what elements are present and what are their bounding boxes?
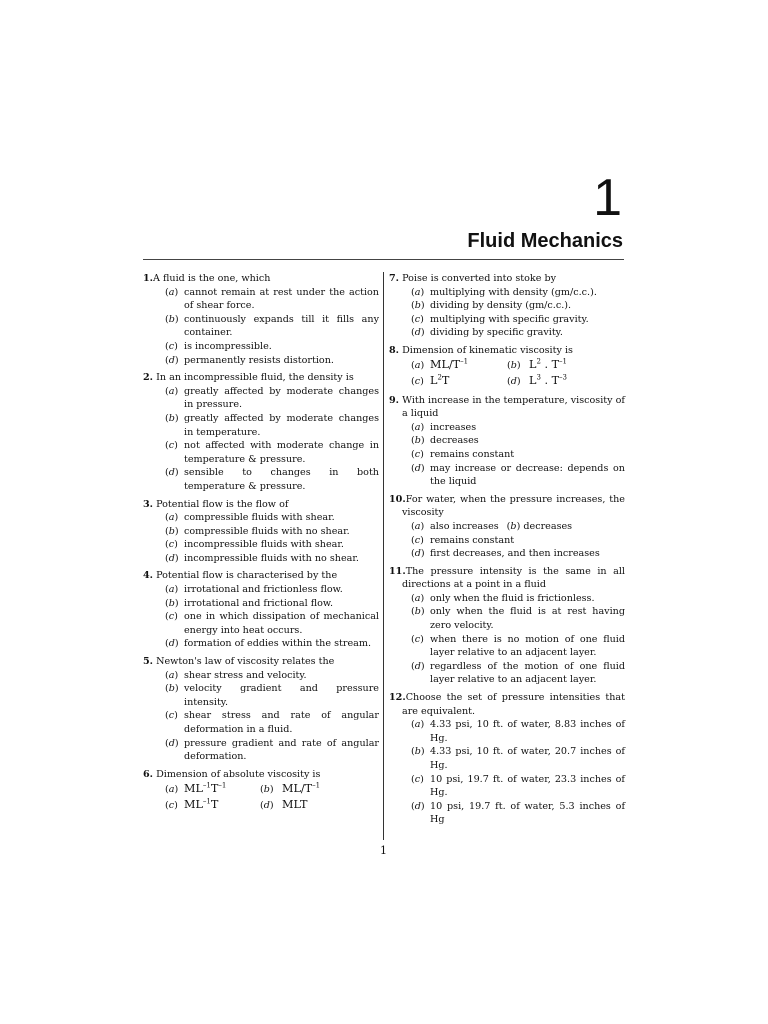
- option-text: not affected with moderate change in temperature & pressure.: [184, 440, 379, 465]
- question-stem: Potential flow is the flow of: [156, 498, 289, 510]
- question-stem: The pressure intensity is the same in all directions at a point in a fluid: [402, 565, 625, 591]
- page-number: 1: [380, 844, 387, 857]
- option-d: (d) regardless of the motion of one fluid layer relative to an adjacent layer.: [411, 660, 625, 686]
- option-b: (b) decreases: [411, 435, 479, 447]
- chapter-title: Fluid Mechanics: [467, 230, 623, 252]
- question-7: [389, 272, 625, 340]
- option-d: (d) $L^3$ . $T^{-3}$: [507, 373, 568, 388]
- question-number: 8.: [389, 344, 400, 356]
- right-column: [389, 272, 625, 831]
- option-text: pressure gradient and rate of angular deformation.: [184, 737, 379, 763]
- option-c: (c) is incompressible.: [165, 340, 272, 352]
- option-a: (a) irrotational and frictionless flow.: [165, 584, 343, 596]
- option-text: permanently resists distortion.: [184, 354, 334, 366]
- option-text: multiplying with density (gm/c.c.).: [430, 286, 597, 298]
- option-c: (c) shear stress and rate of angular deformation in a fluid.: [165, 710, 379, 735]
- option-tag: b: [510, 520, 517, 532]
- question-number: 12.: [389, 692, 406, 704]
- option-c: (c) remains constant: [411, 534, 515, 546]
- option-text: incompressible fluids with no shear.: [184, 552, 359, 564]
- question-number: 6.: [143, 768, 154, 780]
- option-c: (c) $ML^{-1}T$: [165, 797, 219, 812]
- question-stem: A fluid is the one, which: [153, 273, 271, 284]
- option-a: (a) compressible fluids with shear.: [165, 512, 335, 524]
- option-d: (d) permanently resists distortion.: [165, 354, 334, 366]
- question-10: [389, 493, 625, 561]
- option-c: (c) multiplying with specific gravity.: [411, 313, 589, 325]
- question-number: 3.: [143, 498, 154, 510]
- option-text: remains constant: [430, 534, 515, 546]
- option-formula: $L^3$ . $T^{-3}$: [529, 373, 568, 388]
- question-12: [389, 691, 625, 827]
- option-d: (d) formation of eddies within the stream.: [165, 638, 371, 650]
- option-b: (b) $L^2$ . $T^{-1}$: [507, 357, 568, 372]
- option-text: 4.33 psi, 10 ft. of water, 8.83 inches of Hg.: [430, 719, 625, 744]
- option-d: (d) sensible to changes in both temperature & pressure.: [165, 467, 379, 492]
- question-stem: With increase in the temperature, viscosity of a liquid: [402, 394, 625, 420]
- option-formula: $L^2T$: [430, 373, 450, 388]
- question-8: [389, 344, 625, 390]
- option-text: continuously expands till it fills any container.: [184, 313, 379, 339]
- option-a: (a) $ML/T^{-1}$: [411, 357, 469, 372]
- column-divider: [383, 272, 384, 840]
- question-stem: Choose the set of pressure intensities that are equivalent.: [402, 692, 625, 717]
- option-text: 4.33 psi, 10 ft. of water, 20.7 inches of Hg.: [430, 746, 625, 771]
- option-text: compressible fluids with no shear.: [184, 525, 350, 537]
- option-b: (b) $ML/T^{-1}$: [260, 781, 321, 796]
- option-d: (d) pressure gradient and rate of angular deformation.: [165, 737, 379, 763]
- option-d: (d) incompressible fluids with no shear.: [165, 552, 359, 564]
- option-formula: $ML/T^{-1}$: [282, 781, 321, 796]
- option-c: (c) when there is no motion of one fluid layer relative to an adjacent layer.: [411, 633, 625, 659]
- option-b: (b) greatly affected by moderate changes in temperature.: [165, 412, 379, 438]
- question-stem: Dimension of kinematic viscosity is: [402, 344, 573, 356]
- option-a: (a) $ML^{-1}T^{-1}$: [165, 781, 227, 796]
- option-text: incompressible fluids with shear.: [184, 539, 344, 551]
- question-5: [143, 655, 379, 764]
- option-text: remains constant: [430, 448, 515, 460]
- option-a: (a) shear stress and velocity.: [165, 669, 307, 681]
- option-text: dividing by specific gravity.: [430, 327, 563, 339]
- option-a: (a) multiplying with density (gm/c.c.).: [411, 286, 597, 298]
- option-text: velocity gradient and pressure intensity.: [184, 683, 379, 708]
- option-text: shear stress and rate of angular deformation in a fluid.: [184, 710, 379, 735]
- question-1: [143, 272, 379, 367]
- question-number: 2.: [143, 372, 154, 384]
- question-stem: In an incompressible fluid, the density is: [156, 372, 354, 384]
- option-a: (a) greatly affected by moderate changes in pressure.: [165, 385, 379, 411]
- option-b: (b) continuously expands till it fills any container.: [165, 313, 379, 339]
- option-text: greatly affected by moderate changes in pressure.: [184, 385, 379, 411]
- question-number: 11.: [389, 565, 406, 577]
- option-text: 10 psi, 19.7 ft. of water, 23.3 inches of Hg.: [430, 773, 625, 799]
- option-text: only when the fluid is frictionless.: [430, 592, 595, 604]
- option-text: dividing by density (gm/c.c.).: [430, 300, 572, 312]
- option-text: decreases: [523, 520, 573, 532]
- question-stem: Newton's law of viscosity relates the: [156, 656, 335, 668]
- option-b: (b) compressible fluids with no shear.: [165, 525, 350, 537]
- question-4: [143, 569, 379, 651]
- option-text: cannot remain at rest under the action of shear force.: [184, 286, 379, 312]
- option-text: decreases: [430, 435, 479, 447]
- option-text: only when the fluid is at rest having zero velocity.: [430, 606, 625, 632]
- option-text: is incompressible.: [184, 340, 272, 352]
- option-a: (a) only when the fluid is frictionless.: [411, 592, 595, 604]
- option-d: (d) dividing by specific gravity.: [411, 327, 563, 339]
- option-c: (c) not affected with moderate change in temperature & pressure.: [165, 440, 379, 465]
- option-b: (b) velocity gradient and pressure intensity.: [165, 683, 379, 708]
- option-d: (d) may increase or decrease: depends on the liquid: [411, 462, 625, 488]
- option-formula: MLT: [282, 798, 308, 812]
- option-formula: $ML^{-1}T^{-1}$: [184, 781, 227, 796]
- question-9: [389, 394, 625, 489]
- question-stem: Dimension of absolute viscosity is: [156, 768, 321, 780]
- option-a: (a) 4.33 psi, 10 ft. of water, 8.83 inches of Hg.: [411, 719, 625, 744]
- option-text: irrotational and frictional flow.: [184, 597, 333, 609]
- title-rule: [143, 259, 624, 260]
- question-11: [389, 565, 625, 687]
- option-text: also increases: [430, 520, 499, 532]
- option-text: compressible fluids with shear.: [184, 512, 335, 524]
- option-c: (c) 10 psi, 19.7 ft. of water, 23.3 inches of Hg.: [411, 773, 625, 799]
- option-text: shear stress and velocity.: [184, 669, 307, 681]
- question-6: [143, 768, 379, 814]
- question-3: [143, 498, 379, 566]
- option-text: formation of eddies within the stream.: [184, 638, 371, 650]
- option-text: sensible to changes in both temperature & pressure.: [184, 467, 379, 492]
- option-text: regardless of the motion of one fluid layer relative to an adjacent layer.: [430, 660, 625, 686]
- question-number: 7.: [389, 273, 400, 284]
- question-number: 10.: [389, 493, 406, 505]
- option-text: may increase or decrease: depends on the liquid: [430, 462, 625, 488]
- option-a: (a) cannot remain at rest under the action of shear force.: [165, 286, 379, 312]
- question-2: [143, 371, 379, 493]
- chapter-number: 1: [593, 169, 622, 227]
- option-b: (b) only when the fluid is at rest having zero velocity.: [411, 606, 625, 632]
- option-c: (c) incompressible fluids with shear.: [165, 539, 344, 551]
- option-text: first decreases, and then increases: [430, 548, 600, 560]
- question-stem: Poise is converted into stoke by: [402, 273, 556, 284]
- option-text: when there is no motion of one fluid layer relative to an adjacent layer.: [430, 633, 625, 659]
- option-d: (d) 10 psi, 19.7 ft. of water, 5.3 inches of Hg: [411, 800, 625, 826]
- option-d: (d) first decreases, and then increases: [411, 548, 600, 560]
- question-stem: For water, when the pressure increases, the viscosity: [402, 493, 625, 519]
- option-b: (b) 4.33 psi, 10 ft. of water, 20.7 inches of Hg.: [411, 746, 625, 771]
- option-d: (d) MLT: [260, 798, 308, 812]
- option-text: increases: [430, 421, 477, 433]
- option-c: (c) one in which dissipation of mechanical energy into heat occurs.: [165, 611, 379, 636]
- option-a: (a) increases: [411, 421, 477, 433]
- option-c: (c) $L^2T$: [411, 373, 450, 388]
- question-number: 9.: [389, 394, 400, 406]
- option-formula: $ML/T^{-1}$: [430, 357, 469, 372]
- option-text: multiplying with specific gravity.: [430, 313, 589, 325]
- left-column: [143, 272, 379, 817]
- question-number: 1.: [143, 273, 154, 284]
- option-b: (b) dividing by density (gm/c.c.).: [411, 300, 572, 312]
- option-b: (b) irrotational and frictional flow.: [165, 597, 333, 609]
- option-formula: $ML^{-1}T$: [184, 797, 219, 812]
- question-number: 5.: [143, 656, 154, 668]
- option-text: 10 psi, 19.7 ft. of water, 5.3 inches of Hg: [430, 800, 625, 826]
- option-text: greatly affected by moderate changes in temperature.: [184, 412, 379, 438]
- question-stem: Potential flow is characterised by the: [156, 570, 338, 582]
- option-a-b: (a) also increases (b) decreases: [411, 520, 573, 532]
- option-text: one in which dissipation of mechanical energy into heat occurs.: [184, 611, 379, 636]
- option-c: (c) remains constant: [411, 448, 515, 460]
- option-formula: $L^2$ . $T^{-1}$: [529, 357, 568, 372]
- question-number: 4.: [143, 570, 154, 582]
- option-text: irrotational and frictionless flow.: [184, 584, 343, 596]
